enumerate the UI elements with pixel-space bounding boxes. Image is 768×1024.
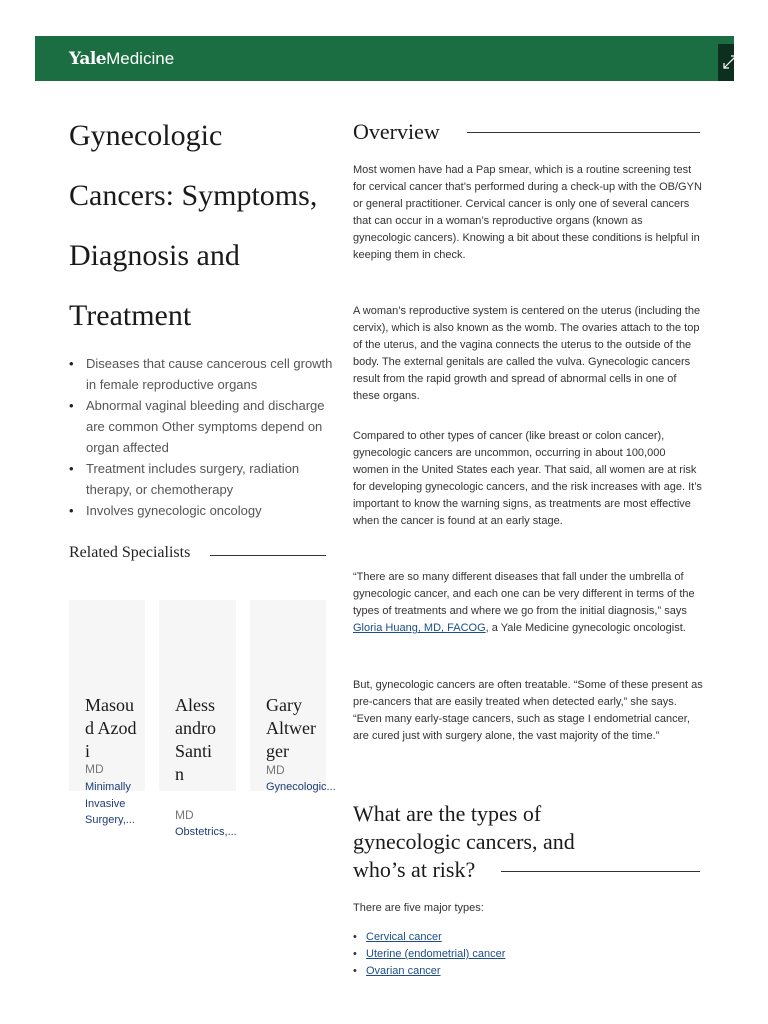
key-point: • Involves gynecologic oncology bbox=[69, 500, 334, 521]
key-points-list bbox=[69, 353, 334, 521]
specialist-specialty: Gynecologic... bbox=[266, 781, 336, 793]
logo-medicine: Medicine bbox=[106, 49, 175, 68]
quote-text-end: , a Yale Medicine gynecologic oncologist. bbox=[485, 622, 686, 634]
types-intro: There are five major types: bbox=[353, 902, 484, 914]
site-header bbox=[35, 36, 734, 81]
overview-paragraph: Most women have had a Pap smear, which is a routine screening test for cervical cancer that’s performed during a check-up with the OB/GYN or general practitioner. Cervical cancer is only one of several cancers that can occur in a woman’s reproductive organs (known as gynecologic cancers). Knowing a bit about these conditions is helpful in keeping them in check. bbox=[353, 164, 702, 261]
overview-paragraph: A woman’s reproductive system is centered on the uterus (including the cervix), which is also known as the womb. The ovaries attach to the top of the uterus, and the vagina connects the uterus to the outside of the body. The external genitals are called the vulva. Gynecologic cancers result from the rapid growth and spread of abnormal cells in one of these organs. bbox=[353, 305, 701, 402]
related-specialists-heading: Related Specialists bbox=[69, 544, 191, 561]
quote-text: “There are so many different diseases that fall under the umbrella of gynecologic cancer, and each one can be very different in terms of the types of treatments and where we go from the initial diagnosis,” says bbox=[353, 571, 695, 617]
yale-medicine-logo[interactable] bbox=[69, 49, 174, 69]
key-point: • Treatment includes surgery, radiation therapy, or chemotherapy bbox=[69, 458, 334, 500]
expand-icon bbox=[722, 54, 734, 70]
specialist-card[interactable] bbox=[250, 600, 336, 793]
overview-paragraph: But, gynecologic cancers are often treatable. “Some of these present as pre-cancers that are easily treated when detected early,” she says. “Even many early-stage cancers, such as stage I endometrial cancer, are cured just with surgery alone, the vast majority of the time.” bbox=[353, 679, 703, 742]
section-divider bbox=[467, 132, 700, 133]
page-title: Gynecologic Cancers: Symptoms, Diagnosis and Treatment bbox=[69, 119, 318, 332]
specialist-name[interactable]: Gary Altwerger bbox=[266, 695, 316, 761]
specialist-credential: MD bbox=[85, 762, 104, 776]
specialist-card[interactable] bbox=[159, 600, 237, 838]
cancer-type-item bbox=[353, 946, 505, 963]
specialist-specialty: Minimally Invasive Surgery,... bbox=[85, 781, 135, 826]
specialist-specialty: Obstetrics,... bbox=[175, 826, 237, 838]
gloria-huang-link[interactable]: Gloria Huang, MD, FACOG bbox=[353, 622, 486, 634]
specialist-credential: MD bbox=[175, 808, 194, 822]
cervical-cancer-link[interactable]: Cervical cancer bbox=[366, 931, 442, 943]
key-point: • Diseases that cause cancerous cell growth in female reproductive organs bbox=[69, 353, 334, 395]
overview-paragraph: Compared to other types of cancer (like breast or colon cancer), gynecologic cancers are uncommon, occurring in about 100,000 women in the United States each year. That said, all women are at risk for developing gynecologic cancers, and the risk increases with age. It’s important to know the warning signs, as treatments are most effective when the cancer is found at an early stage. bbox=[353, 430, 702, 527]
ovarian-cancer-link[interactable]: Ovarian cancer bbox=[366, 965, 441, 977]
uterine-cancer-link[interactable]: Uterine (endometrial) cancer bbox=[366, 948, 506, 960]
expand-button[interactable] bbox=[718, 44, 734, 81]
types-heading: What are the types of gynecologic cancers, and who’s at risk? bbox=[353, 801, 575, 882]
logo-yale: Yale bbox=[69, 49, 107, 69]
key-point: • Abnormal vaginal bleeding and discharge are common Other symptoms depend on organ affected bbox=[69, 395, 334, 458]
section-divider bbox=[210, 555, 326, 556]
specialist-name[interactable]: Alessandro Santin bbox=[175, 695, 216, 784]
cancer-type-item bbox=[353, 929, 505, 946]
specialist-credential: MD bbox=[266, 763, 285, 777]
specialist-card[interactable] bbox=[69, 600, 145, 826]
overview-paragraph bbox=[353, 569, 703, 637]
overview-heading: Overview bbox=[353, 119, 440, 144]
section-divider bbox=[501, 871, 700, 872]
cancer-type-item bbox=[353, 963, 505, 980]
cancer-types-list bbox=[353, 929, 505, 980]
specialist-name[interactable]: Masoud Azodi bbox=[85, 695, 137, 761]
